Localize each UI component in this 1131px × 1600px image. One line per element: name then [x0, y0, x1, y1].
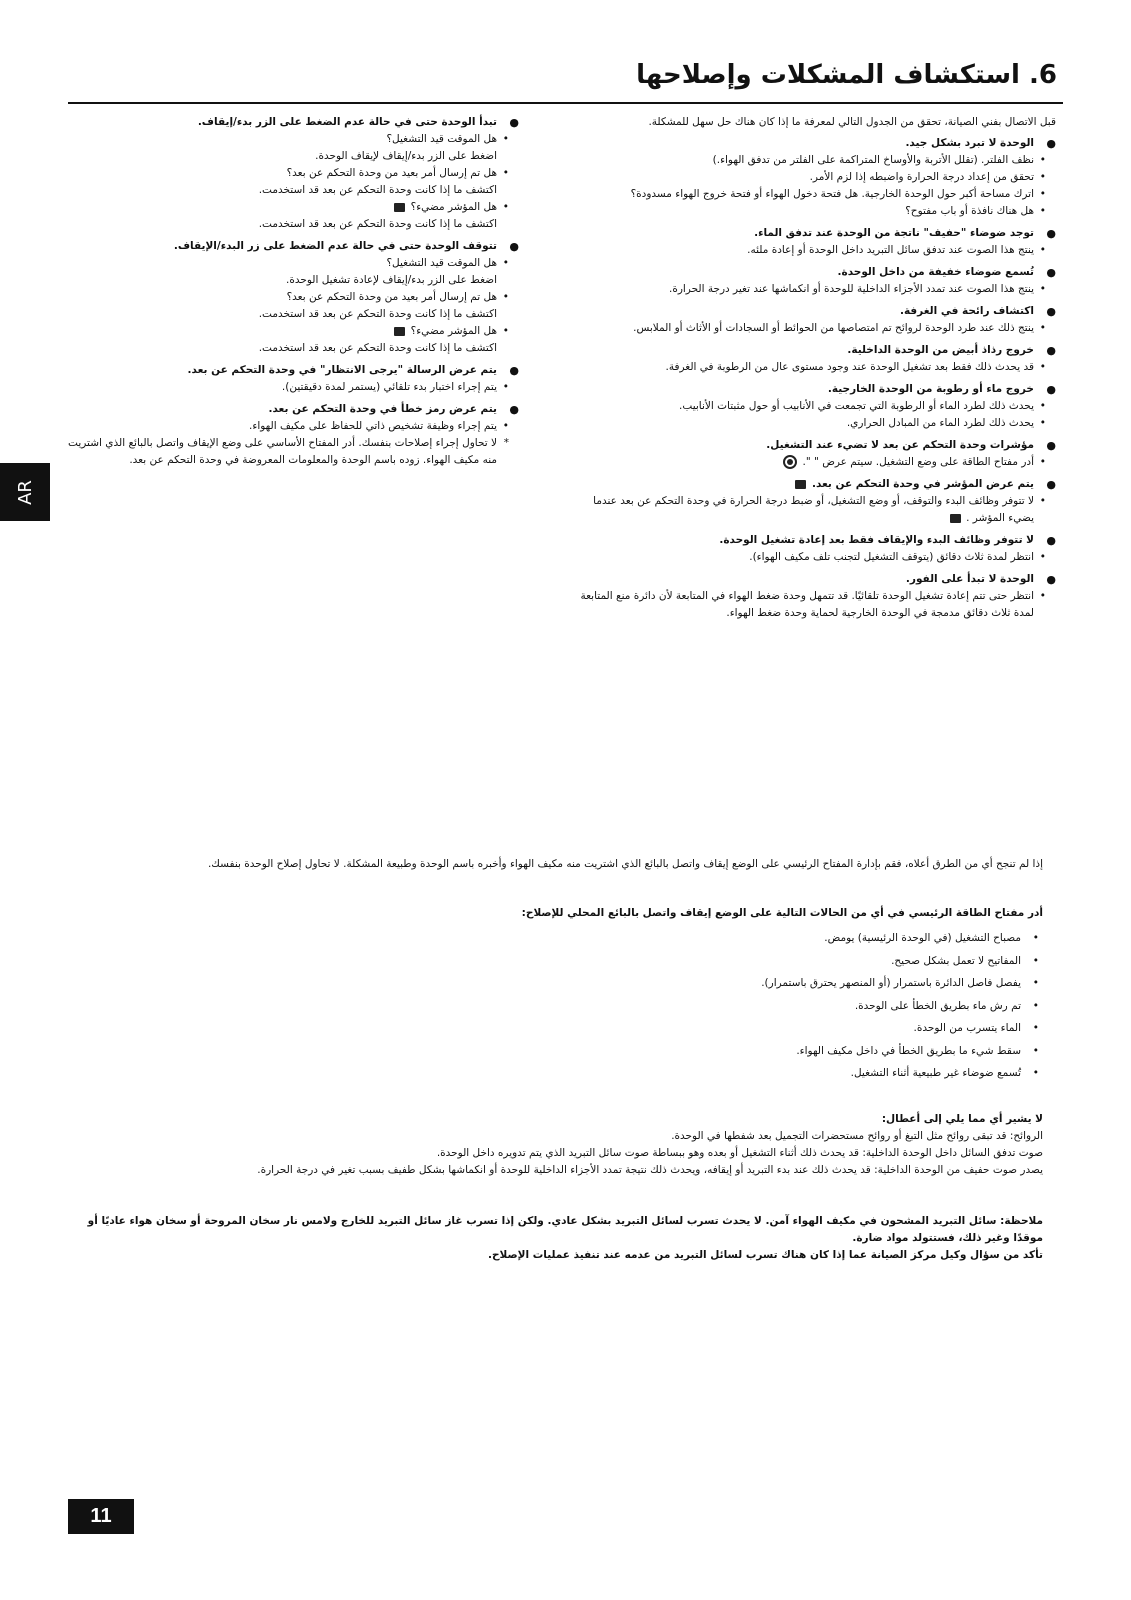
switch-off-section — [68, 905, 1043, 1088]
section-title: ● يتم عرض الرسالة "يرجى الانتظار" في وحدة التحكم عن بعد. — [68, 362, 519, 379]
section-restart — [576, 532, 1056, 566]
section-white-mist — [576, 342, 1056, 376]
list-item: • هل هناك نافذة أو باب مفتوح؟ — [576, 203, 1056, 220]
list-item: • يحدث ذلك لطرد الماء من المبادل الحراري. — [576, 415, 1056, 432]
not-faults-title: لا يشير أي مما يلي إلى أعطال: — [881, 1113, 1043, 1125]
section-title-text: يتم عرض المؤشر في وحدة التحكم عن بعد. — [811, 478, 1034, 490]
section-title: ● خروج رذاذ أبيض من الوحدة الداخلية. — [576, 342, 1056, 359]
section-error-code — [68, 401, 519, 469]
section-indicator-shown — [576, 476, 1056, 527]
list-item: • نظف الفلتر. (تقلل الأتربة والأوساخ المتراكمة على الفلتر من تدفق الهواء.) — [576, 152, 1056, 169]
warning-line: تأكد من سؤال وكيل مركز الصيانة عما إذا كان هناك تسرب لسائل التبريد من عدمه عند تنفيذ عمليات الإصلاح. — [487, 1249, 1043, 1261]
list-item: • اترك مساحة أكبر حول الوحدة الخارجية. هل فتحة دخول الهواء أو فتحة خروج الهواء مسدودة؟ — [576, 186, 1056, 203]
list-item-text: هل المؤشر مضيء؟ — [410, 325, 497, 337]
section-light-noise — [576, 264, 1056, 298]
central-control-indicator-icon — [394, 203, 405, 212]
list-item: • تحقق من إعداد درجة الحرارة واضبطه إذا لزم الأمر. — [576, 169, 1056, 186]
section-no-immediate-start — [576, 571, 1056, 622]
section-title: ● اكتشاف رائحة في الغرفة. — [576, 303, 1056, 320]
section-title: ● الوحدة لا تبدأ على الفور. — [576, 571, 1056, 588]
list-item: • مصباح التشغيل (في الوحدة الرئيسية) يومض. — [68, 930, 1043, 953]
list-item: • المفاتيح لا تعمل بشكل صحيح. — [68, 953, 1043, 976]
list-item: • هل تم إرسال أمر بعيد من وحدة التحكم عن بعد؟ — [68, 165, 519, 182]
list-item: اضغط على الزر بدء/إيقاف لإيقاف الوحدة. — [315, 150, 497, 162]
list-item: • يحدث ذلك لطرد الماء أو الرطوبة التي تجمعت في الأنابيب أو حول مثبتات الأنابيب. — [576, 398, 1056, 415]
list-item-text: لا تتوفر وظائف البدء والتوقف، أو وضع التشغيل، أو ضبط درجة الحرارة في وحدة التحكم عن بعد عندما يضيء المؤشر . — [593, 495, 1034, 524]
section-starts-unpressed — [68, 114, 519, 233]
section-please-wait — [68, 362, 519, 396]
list-item — [68, 199, 519, 216]
language-tab-label: AR — [14, 479, 36, 505]
list-item: • تُسمع ضوضاء غير طبيعية أثناء التشغيل. — [68, 1065, 1043, 1088]
list-item: اضغط على الزر بدء/إيقاف لإعادة تشغيل الوحدة. — [286, 274, 497, 286]
list-item: • هل الموقت قيد التشغيل؟ — [68, 255, 519, 272]
list-item: • ينتج ذلك عند طرد الوحدة لروائح تم امتصاصها من الحوائط أو السجادات أو الأثاث أو الملابس. — [576, 320, 1056, 337]
list-item: • ينتج هذا الصوت عند تمدد الأجزاء الداخلية للوحدة أو انكماشها عند تغير درجة الحرارة. — [576, 281, 1056, 298]
section-title: ● الوحدة لا تبرد بشكل جيد. — [576, 135, 1056, 152]
intro-text: قبل الاتصال بفني الصيانة، تحقق من الجدول التالي لمعرفة ما إذا كان هناك حل سهل للمشكلة. — [648, 116, 1056, 128]
list-item: • يفصل فاصل الدائرة باستمرار (أو المنصهر يحترق باستمرار). — [68, 975, 1043, 998]
list-item: اكتشف ما إذا كانت وحدة التحكم عن بعد قد استخدمت. — [258, 342, 497, 354]
list-item: اكتشف ما إذا كانت وحدة التحكم عن بعد قد استخدمت. — [258, 218, 497, 230]
not-faults-line: يصدر صوت حفيف من الوحدة الداخلية: قد يحدث ذلك عند بدء التبريد أو إيقافه، ويحدث ذلك نتيجة تمدد الأجزاء الداخلية للوحدة أو انكماشها بشكل طفيف بسبب تغير في درجة الحرارة. — [257, 1164, 1043, 1176]
section-stops-unpressed — [68, 238, 519, 357]
right-column — [576, 114, 1056, 627]
not-faults-section — [68, 1111, 1043, 1179]
list-item: اكتشف ما إذا كانت وحدة التحكم عن بعد قد استخدمت. — [258, 308, 497, 320]
list-item-text: أدر مفتاح الطاقة على وضع التشغيل. سيتم عرض " ". — [802, 456, 1034, 468]
section-indicators-off — [576, 437, 1056, 471]
central-control-indicator-icon — [950, 514, 961, 523]
section-not-cooling — [576, 135, 1056, 220]
section-title: ● تُسمع ضوضاء خفيفة من داخل الوحدة. — [576, 264, 1056, 281]
section-rustling-noise — [576, 225, 1056, 259]
left-column — [68, 114, 519, 474]
section-title: ● تتوقف الوحدة حتى في حالة عدم الضغط على زر البدء/الإيقاف. — [68, 238, 519, 255]
list-item: • الماء يتسرب من الوحدة. — [68, 1020, 1043, 1043]
section-title: ● يتم عرض رمز خطأ في وحدة التحكم عن بعد. — [68, 401, 519, 418]
warning-line: ملاحظة: سائل التبريد المشحون في مكيف الهواء آمن. لا يحدث تسرب لسائل التبريد بشكل عادي. ولكن إذا تسرب غاز سائل التبريد للخارج ولامس نار سخان المروحة أو سخان هواء عاديًا أو موقدًا وغير ذلك، فستتولد مواد ضارة. — [87, 1215, 1043, 1244]
list-item — [576, 493, 1056, 527]
list-item: • قد يحدث ذلك فقط بعد تشغيل الوحدة عند وجود مستوى عال من الرطوبة في الغرفة. — [576, 359, 1056, 376]
section-title: ● لا تتوفر وظائف البدء والإيقاف فقط بعد إعادة تشغيل الوحدة. — [576, 532, 1056, 549]
section-title: ● توجد ضوضاء "حفيف" ناتجة من الوحدة عند تدفق الماء. — [576, 225, 1056, 242]
list-item: • يتم إجراء اختبار بدء تلقائي (يستمر لمدة دقيقتين). — [68, 379, 519, 396]
language-tab — [0, 463, 50, 521]
refrigerant-warning — [68, 1213, 1043, 1264]
section-title: ● تبدأ الوحدة حتى في حالة عدم الضغط على الزر بدء/إيقاف. — [68, 114, 519, 131]
central-control-indicator-icon — [394, 327, 405, 336]
list-item: اكتشف ما إذا كانت وحدة التحكم عن بعد قد استخدمت. — [258, 184, 497, 196]
list-item — [68, 323, 519, 340]
section-water-outdoor — [576, 381, 1056, 432]
list-item: • هل تم إرسال أمر بعيد من وحدة التحكم عن بعد؟ — [68, 289, 519, 306]
central-control-indicator-icon — [795, 480, 806, 489]
page-title: 6. استكشاف المشكلات وإصلاحها — [636, 60, 1057, 90]
section-title: ● مؤشرات وحدة التحكم عن بعد لا تضيء عند التشغيل. — [576, 437, 1056, 454]
not-faults-line: صوت تدفق السائل داخل الوحدة الداخلية: قد يحدث ذلك أثناء التشغيل أو بعده وهو ببساطة صوت سائل التبريد الذي يتم تدويره داخل الوحدة. — [436, 1147, 1043, 1159]
list-item — [576, 454, 1056, 471]
list-item: * لا تحاول إجراء إصلاحات بنفسك. أدر المفتاح الأساسي على وضع الإيقاف واتصل بالبائع الذي اشتريت منه مكيف الهواء. زوده باسم الوحدة والمعلومات المعروضة في وحدة التحكم عن بعد. — [68, 435, 519, 469]
list-item: • يتم إجراء وظيفة تشخيص ذاتي للحفاظ على مكيف الهواء. — [68, 418, 519, 435]
list-item-text: هل المؤشر مضيء؟ — [410, 201, 497, 213]
page-number: 11 — [68, 1499, 134, 1534]
list-item: • انتظر لمدة ثلاث دقائق (يتوقف التشغيل لتجنب تلف مكيف الهواء). — [576, 549, 1056, 566]
list-item: • تم رش ماء بطريق الخطأ على الوحدة. — [68, 998, 1043, 1021]
section-title — [576, 476, 1056, 493]
not-faults-line: الروائح: قد تبقى روائح مثل التبغ أو روائح مستحضرات التجميل بعد شفطها في الوحدة. — [671, 1130, 1043, 1142]
contact-dealer-notice: إذا لم تنجح أي من الطرق أعلاه، فقم بإدارة المفتاح الرئيسي على الوضع إيقاف واتصل بالبائع الذي اشتريت منه مكيف الهواء وأخبره باسم الوحدة وطبيعة المشكلة. لا تحاول إصلاح الوحدة بنفسك. — [207, 858, 1043, 870]
switch-off-title: أدر مفتاح الطاقة الرئيسي في أي من الحالات التالية على الوضع إيقاف واتصل بالبائع المحلي للإصلاح: — [521, 907, 1043, 919]
section-odor — [576, 303, 1056, 337]
list-item: • انتظر حتى تتم إعادة تشغيل الوحدة تلقائيًا. قد تتمهل وحدة ضغط الهواء في المتابعة لأن دائرة منع المتابعة لمدة ثلاث دقائق مدمجة في الوحدة الخارجية لحماية وحدة ضغط الهواء. — [576, 588, 1056, 622]
list-item: • سقط شيء ما بطريق الخطأ في داخل مكيف الهواء. — [68, 1043, 1043, 1066]
power-symbol-icon — [783, 455, 797, 469]
title-divider — [68, 102, 1063, 104]
section-title: ● خروج ماء أو رطوبة من الوحدة الخارجية. — [576, 381, 1056, 398]
list-item: • ينتج هذا الصوت عند تدفق سائل التبريد داخل الوحدة أو إعادة ملئه. — [576, 242, 1056, 259]
list-item: • هل الموقت قيد التشغيل؟ — [68, 131, 519, 148]
